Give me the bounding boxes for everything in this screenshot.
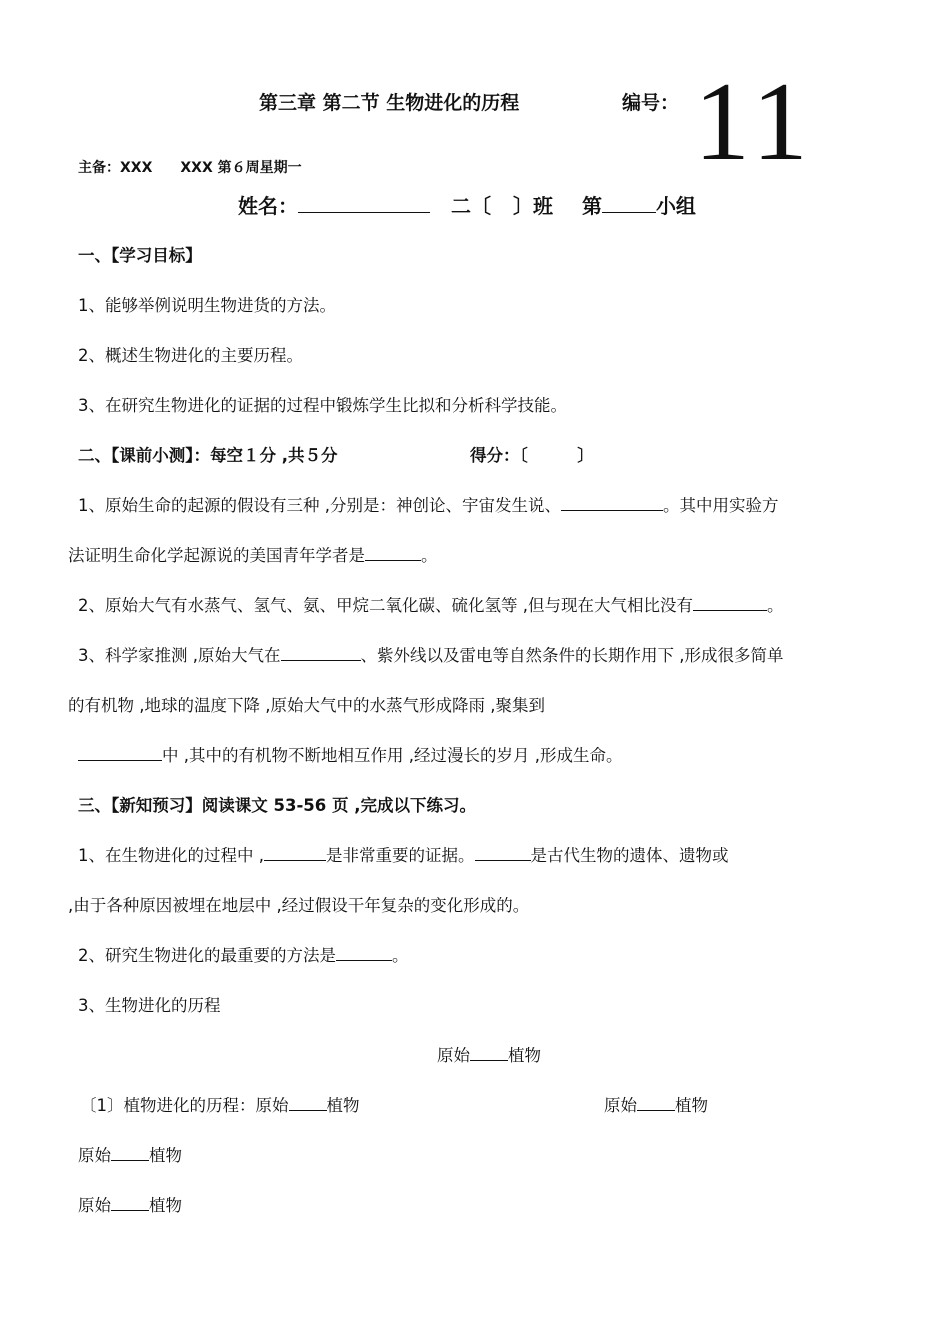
plant-suffix: 植物 [326, 1096, 360, 1115]
pretest-q1-text: 1、原始生命的起源的假设有三种 ,分别是：神创论、宇宙发生说、 [78, 496, 561, 515]
answer-blank[interactable] [470, 1044, 508, 1062]
objective-item: 3、在研究生物进化的证据的过程中锻炼学生比拟和分析科学技能。 [78, 396, 567, 415]
answer-blank[interactable] [475, 844, 531, 862]
preview-q1-line2: ,由于各种原因被埋在地层中 ,经过假设干年复杂的变化形成的。 [68, 896, 530, 915]
objective-item: 2、概述生物进化的主要历程。 [78, 346, 303, 365]
answer-blank[interactable] [78, 744, 162, 762]
pretest-q3-line3-text: 中 ,其中的有机物不断地相互作用 ,经过漫长的岁月 ,形成生命。 [162, 746, 623, 765]
pretest-q2-text: 2、原始大气有水蒸气、氢气、氨、甲烷二氧化碳、硫化氢等 ,但与现在大气相比没有 [78, 596, 693, 615]
pretest-q1-line2-end: 。 [421, 546, 438, 565]
preview-q1-start: 1、在生物进化的过程中 , [78, 846, 264, 865]
pretest-q2 [78, 592, 784, 616]
plant-evolution-row [80, 1092, 360, 1116]
class-suffix: 〕班 [512, 194, 553, 218]
plant-stage-right [604, 1092, 708, 1116]
preview-q1-mid: 是非常重要的证据。 [326, 846, 475, 865]
answer-blank[interactable] [281, 644, 361, 662]
plant-prefix: 原始 [78, 1146, 111, 1165]
lesson-number: 11 [694, 60, 814, 184]
answer-blank[interactable] [264, 844, 326, 862]
answer-blank[interactable] [693, 594, 767, 612]
pretest-q1-line2-text: 法证明生命化学起源说的美国青年学者是 [68, 546, 365, 565]
preview-q2 [78, 942, 409, 966]
name-label: 姓名： [238, 194, 298, 218]
answer-blank[interactable] [111, 1194, 149, 1212]
plant-suffix: 植物 [149, 1196, 182, 1215]
pretest-q1-line1 [78, 492, 779, 516]
preview-q3: 3、生物进化的历程 [78, 996, 221, 1015]
preview-q2-end: 。 [392, 946, 409, 965]
preview-q1-end: 是古代生物的遗体、遗物或 [530, 846, 729, 865]
answer-blank[interactable] [365, 544, 421, 562]
plant-suffix: 植物 [508, 1046, 541, 1065]
answer-blank[interactable] [637, 1094, 675, 1112]
name-blank[interactable] [298, 192, 430, 213]
preview-q1-line1 [78, 842, 729, 866]
pretest-q3-line3 [78, 742, 622, 766]
preparer-meta: 主备：XXX XXX 第６周星期一 [78, 160, 302, 176]
number-label: 编号： [622, 92, 680, 114]
section3-heading: 三、【新知预习】阅读课文 53-56 页 ,完成以下练习。 [78, 796, 477, 815]
plant-stage [78, 1192, 182, 1216]
pretest-q3-line2: 的有机物 ,地球的温度下降 ,原始大气中的水蒸气形成降雨 ,聚集到 [68, 696, 545, 715]
group-suffix: 小组 [655, 194, 696, 218]
plant-suffix: 植物 [675, 1096, 708, 1115]
student-info-row [238, 190, 696, 219]
plant-prefix: 原始 [255, 1096, 289, 1115]
pretest-q2-end: 。 [767, 596, 784, 615]
group-prefix: 第 [581, 194, 602, 218]
section1-heading: 一、【学习目标】 [78, 246, 202, 265]
score-label: 得分：〔 〕 [470, 446, 594, 465]
answer-blank[interactable] [111, 1144, 149, 1162]
answer-blank[interactable] [336, 944, 392, 962]
page-title: 第三章 第二节 生物进化的历程 [259, 92, 520, 114]
plant-prefix: 原始 [78, 1196, 111, 1215]
pretest-q1-line2 [68, 542, 438, 566]
plant-prefix: 原始 [604, 1096, 637, 1115]
section2-heading: 二、【课前小测】：每空１分 ,共５分 [78, 446, 338, 465]
pretest-q3-line1 [78, 642, 784, 666]
pretest-q3-start: 3、科学家推测 ,原始大气在 [78, 646, 281, 665]
group-blank[interactable] [602, 192, 656, 213]
plant-prefix: 原始 [437, 1046, 470, 1065]
plant-stage [78, 1142, 182, 1166]
plant-evolution-label: 〔1〕植物进化的历程： [80, 1096, 256, 1115]
class-prefix: 二〔 [450, 194, 491, 218]
answer-blank[interactable] [289, 1094, 327, 1112]
preview-q2-text: 2、研究生物进化的最重要的方法是 [78, 946, 336, 965]
plant-stage-top [437, 1042, 541, 1066]
objective-item: 1、能够举例说明生物进货的方法。 [78, 296, 336, 315]
pretest-q1-text-end: 。其中用实验方 [663, 496, 779, 515]
pretest-q3-end: 、紫外线以及雷电等自然条件的长期作用下 ,形成很多简单 [360, 646, 784, 665]
plant-suffix: 植物 [149, 1146, 182, 1165]
answer-blank[interactable] [561, 494, 663, 512]
